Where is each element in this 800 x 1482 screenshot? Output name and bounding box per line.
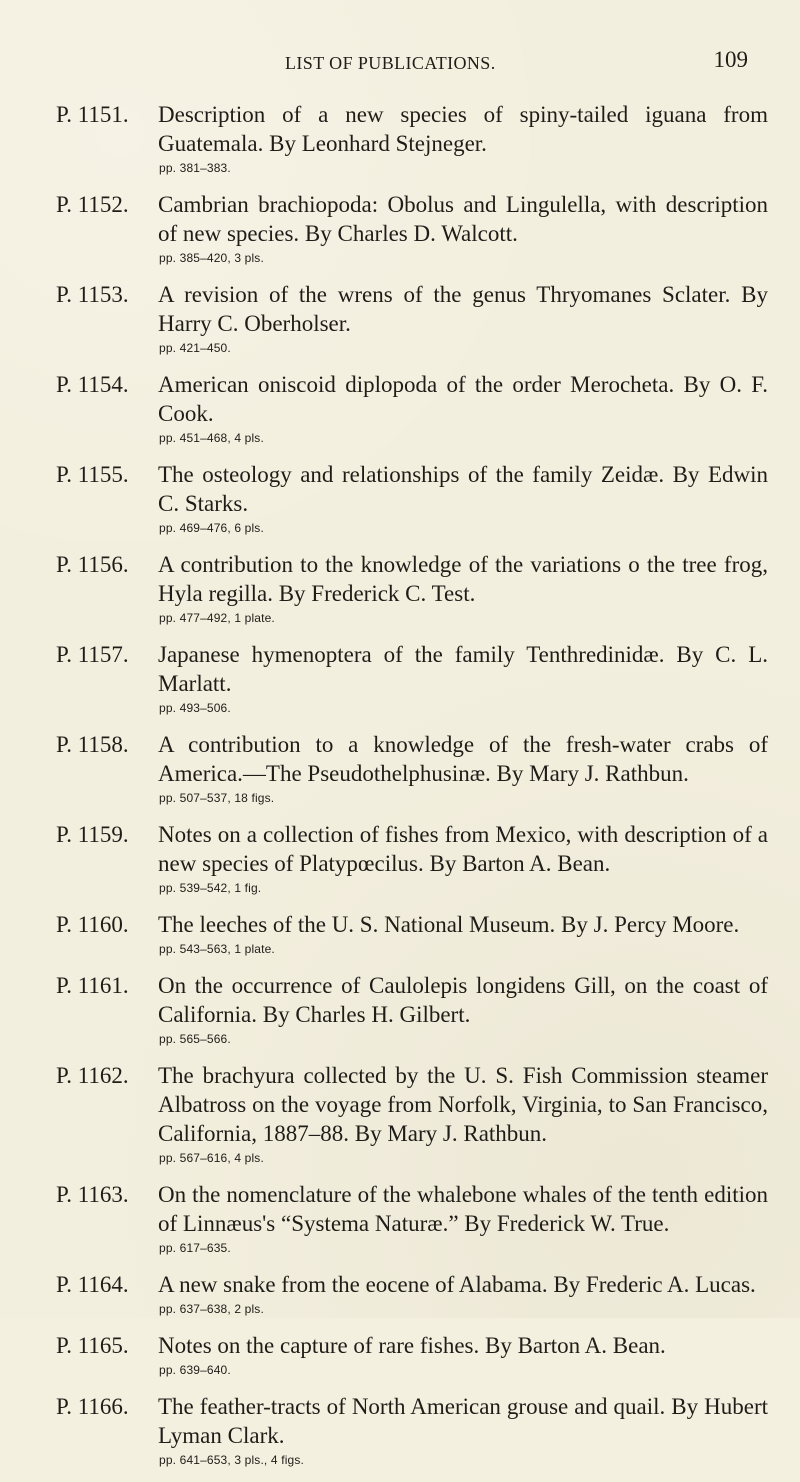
entry-number: P. 1154. xyxy=(56,372,129,397)
entry-number: P. 1160. xyxy=(56,912,129,937)
publication-entry xyxy=(56,550,768,626)
entry-pages: pp. 493–506. xyxy=(159,701,231,715)
entry-title: On the occurrence of Caulolepis longidens Gill, on the coast of California. By Charles H. Gilbert. xyxy=(158,973,768,1027)
running-head: LIST OF PUBLICATIONS. xyxy=(285,53,496,73)
publication-entry xyxy=(56,100,768,176)
entry-title: A contribution to a knowledge of the fresh-water crabs of America.—The Pseudothelphusinæ. By Mary J. Rathbun. xyxy=(158,732,768,786)
entry-title: Notes on the capture of rare fishes. By Barton A. Bean. xyxy=(158,1333,666,1358)
entry-number: P. 1164. xyxy=(56,1272,129,1297)
publication-entry xyxy=(56,730,768,806)
entry-pages: pp. 451–468, 4 pls. xyxy=(159,431,264,445)
entry-number: P. 1166. xyxy=(56,1394,129,1419)
entry-pages: pp. 565–566. xyxy=(159,1032,231,1046)
entry-pages: pp. 385–420, 3 pls. xyxy=(159,251,264,265)
entry-number: P. 1157. xyxy=(56,642,129,667)
page-header xyxy=(0,47,800,83)
entry-number: P. 1151. xyxy=(56,102,129,127)
publication-entry xyxy=(56,971,768,1047)
entry-title: The osteology and relationships of the family Zeidæ. By Edwin C. Starks. xyxy=(158,462,768,516)
entry-number: P. 1162. xyxy=(56,1063,129,1088)
entry-number: P. 1159. xyxy=(56,822,129,847)
entry-number: P. 1165. xyxy=(56,1333,129,1358)
entry-pages: pp. 617–635. xyxy=(159,1241,231,1255)
entry-number: P. 1153. xyxy=(56,282,129,307)
entry-title: Cambrian brachiopoda: Obolus and Lingulella, with description of new species. By Charles D. Walcott. xyxy=(158,192,768,246)
publication-entry xyxy=(56,1270,768,1317)
entry-pages: pp. 507–537, 18 figs. xyxy=(159,791,275,805)
entry-number: P. 1161. xyxy=(56,973,129,998)
publication-entry xyxy=(56,1392,768,1468)
entry-title: The leeches of the U. S. National Museum. By J. Percy Moore. xyxy=(158,912,740,937)
entry-pages: pp. 469–476, 6 pls. xyxy=(159,521,264,535)
entry-pages: pp. 543–563, 1 plate. xyxy=(159,942,275,956)
entry-title: Japanese hymenoptera of the family Tenthredinidæ. By C. L. Marlatt. xyxy=(158,642,768,696)
entry-pages: pp. 637–638, 2 pls. xyxy=(159,1302,264,1316)
entry-pages: pp. 641–653, 3 pls., 4 figs. xyxy=(159,1453,304,1467)
publication-entry xyxy=(56,370,768,446)
publication-entry xyxy=(56,460,768,536)
entry-title: A revision of the wrens of the genus Thryomanes Sclater. By Harry C. Oberholser. xyxy=(158,282,768,336)
entry-title: American oniscoid diplopoda of the order Merocheta. By O. F. Cook. xyxy=(158,372,768,426)
publication-entry xyxy=(56,910,768,957)
publication-entry xyxy=(56,1061,768,1166)
entry-title: Description of a new species of spiny-tailed iguana from Guatemala. By Leonhard Stejneger. xyxy=(158,102,768,156)
entry-number: P. 1156. xyxy=(56,552,129,577)
entry-pages: pp. 567–616, 4 pls. xyxy=(159,1151,264,1165)
entry-title: Notes on a collection of fishes from Mexico, with description of a new species of Platypœcilus. By Barton A. Bean. xyxy=(158,822,768,876)
entry-title: On the nomenclature of the whalebone whales of the tenth edition of Linnæus's “Systema Naturæ.” By Frederick W. True. xyxy=(158,1182,768,1236)
publication-entry xyxy=(56,1180,768,1256)
page-number: 109 xyxy=(713,47,748,72)
publication-entry xyxy=(56,640,768,716)
entry-number: P. 1158. xyxy=(56,732,129,757)
entry-pages: pp. 639–640. xyxy=(159,1363,231,1377)
publication-entry xyxy=(56,190,768,266)
entry-pages: pp. 539–542, 1 fig. xyxy=(159,881,262,895)
entry-pages: pp. 381–383. xyxy=(159,161,231,175)
entry-pages: pp. 477–492, 1 plate. xyxy=(159,611,275,625)
entry-pages: pp. 421–450. xyxy=(159,341,231,355)
entry-title: The feather-tracts of North American grouse and quail. By Hubert Lyman Clark. xyxy=(158,1394,768,1448)
entry-number: P. 1163. xyxy=(56,1182,129,1207)
entry-number: P. 1152. xyxy=(56,192,129,217)
entry-title: A contribution to the knowledge of the variations o the tree frog, Hyla regilla. By Frederick C. Test. xyxy=(158,552,768,606)
publication-entry xyxy=(56,820,768,896)
entry-title: A new snake from the eocene of Alabama. By Frederic A. Lucas. xyxy=(158,1272,756,1297)
publication-entry xyxy=(56,1331,768,1378)
entry-number: P. 1155. xyxy=(56,462,129,487)
publication-entry xyxy=(56,280,768,356)
publication-list xyxy=(56,100,768,1482)
entry-title: The brachyura collected by the U. S. Fish Commission steamer Albatross on the voyage from Norfolk, Virginia, to San Francisco, California, 1887–88. By Mary J. Rathbun. xyxy=(158,1063,768,1146)
